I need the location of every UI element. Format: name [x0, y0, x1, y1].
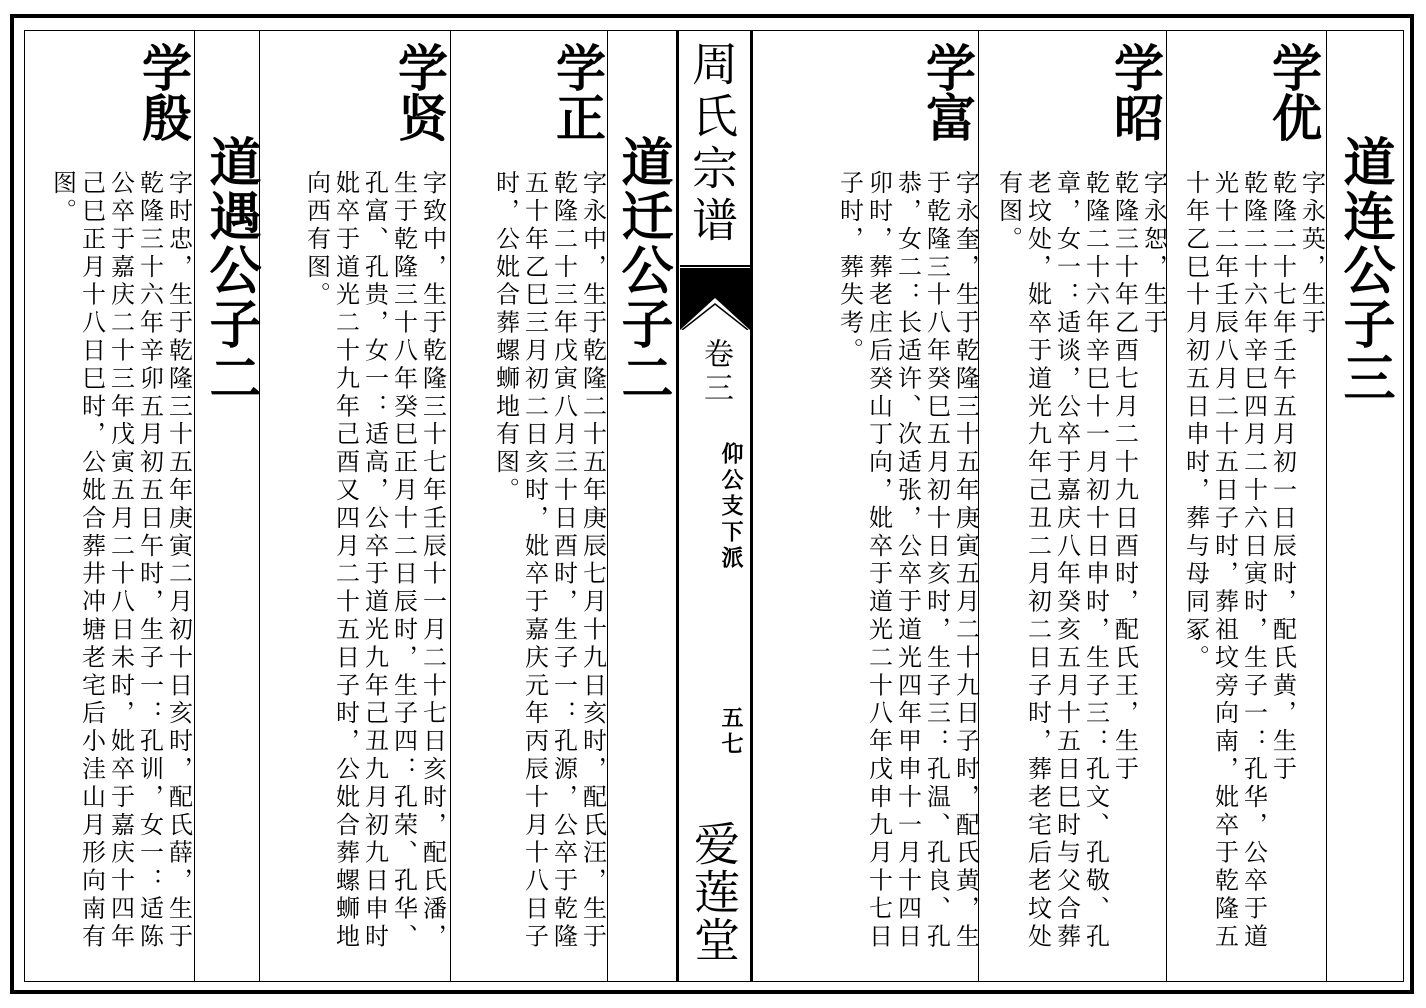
- entry-line: 生于乾隆三十八年癸巳正月十二日辰时，生子四：孔荣、孔华、: [389, 170, 418, 952]
- entry-line: 五十年乙巳三月初二日亥时，妣卒于嘉庆元年丙辰十月十八日子: [520, 170, 549, 952]
- entry-line: 乾隆二十六年辛巳四月二十六日寅时，生子一：孔华，公卒于道: [1239, 170, 1268, 952]
- entry-line: 字致中，生于乾隆三十七年壬辰十一月二十七日亥时，配氏潘，: [418, 170, 447, 952]
- person-name: 学正: [548, 42, 607, 142]
- entry-line: 图。: [48, 170, 77, 226]
- person-name: 学殷: [134, 42, 193, 142]
- spine-branch: 仰公支下派: [718, 442, 744, 572]
- person-name: 学富: [918, 42, 977, 142]
- entry-line: 乾隆二十六年辛巳十一月初十日申时，生子三：孔文、孔敬、孔: [1081, 170, 1110, 952]
- entry-line: 老坟处，妣卒于道光九年己丑二月初二日子时，葬老宅后老坟处: [1023, 170, 1052, 952]
- entry-line: 乾隆三十年乙酉七月二十九日酉时，配氏王，生于: [1110, 170, 1139, 784]
- fishtail-ornament: [680, 268, 750, 330]
- generation-heading: 道连公子三: [1334, 135, 1395, 405]
- entry-line: 十年乙巳十月初五日申时，葬与母同冢。: [1181, 170, 1210, 673]
- entry-line: 字永恕，生于: [1139, 170, 1168, 338]
- spine-divider: [680, 265, 750, 267]
- spine-rule-left: [676, 30, 679, 982]
- spine-volume: 卷三: [698, 338, 733, 406]
- entry-line: 字永奎，生于乾隆三十五年庚寅五月二十九日子时，配氏黄，生: [951, 170, 980, 952]
- generation-heading: 道迁公子二: [612, 135, 673, 405]
- entry-line: 章，女一：适谈，公卒于嘉庆八年癸亥五月十五日巳时与父合葬: [1052, 170, 1081, 952]
- column-rule: [607, 30, 608, 982]
- entry-line: 己巳正月十八日巳时，公妣合葬井冲塘老宅后小洼山月形向南有: [77, 170, 106, 952]
- person-name: 学优: [1264, 42, 1323, 142]
- entry-line: 卯时，葬老庄后癸山丁向，妣卒于道光二十八年戊申九月十七日: [864, 170, 893, 952]
- spine-page-number: 五七: [718, 706, 744, 758]
- column-rule: [194, 30, 195, 982]
- person-name: 学昭: [1106, 42, 1165, 142]
- spine-rule-right: [750, 30, 753, 982]
- column-rule: [450, 30, 451, 982]
- column-rule: [1326, 30, 1327, 982]
- spine-hall-name: 爱莲堂: [687, 820, 741, 964]
- entry-line: 公卒于嘉庆二十三年戊寅五月二十八日未时，妣卒于嘉庆十四年: [106, 170, 135, 952]
- spine-title: 周氏宗谱: [685, 40, 739, 248]
- entry-line: 子时，葬失考。: [835, 170, 864, 366]
- entry-line: 向西有图。: [302, 170, 331, 310]
- entry-line: 孔富、孔贵，女一：适高，公卒于道光九年己丑九月初九日申时: [360, 170, 389, 952]
- entry-line: 有图。: [994, 170, 1023, 254]
- entry-line: 字永英，生于: [1297, 170, 1326, 338]
- entry-line: 乾隆二十七年壬午五月初一日辰时，配氏黄，生于: [1268, 170, 1297, 784]
- person-name: 学贤: [390, 42, 449, 142]
- generation-heading: 道遇公子二: [200, 135, 261, 405]
- entry-line: 时，公妣合葬螺蛳地有图。: [491, 170, 520, 505]
- entry-line: 光十二年壬辰八月二十五日子时，葬祖坟旁向南，妣卒于乾隆五: [1210, 170, 1239, 952]
- entry-line: 字时忠，生于乾隆三十五年庚寅二月初十日亥时，配氏薛，生于: [164, 170, 193, 952]
- entry-line: 恭，女二：长适许、次适张，公卒于道光四年甲申十一月十四日: [893, 170, 922, 952]
- entry-line: 妣卒于道光二十九年己酉又四月二十五日子时，公妣合葬螺蛳地: [331, 170, 360, 952]
- entry-line: 字永中，生于乾隆二十五年庚辰七月十九日亥时，配氏汪，生于: [578, 170, 607, 952]
- entry-line: 乾隆三十六年辛卯五月初五日午时，生子一：孔训，女一：适陈: [135, 170, 164, 952]
- entry-line: 于乾隆三十八年癸巳五月初十日亥时，生子三：孔温、孔良、孔: [922, 170, 951, 952]
- entry-line: 乾隆二十三年戊寅八月三十日酉时，生子一：孔源，公卒于乾隆: [549, 170, 578, 952]
